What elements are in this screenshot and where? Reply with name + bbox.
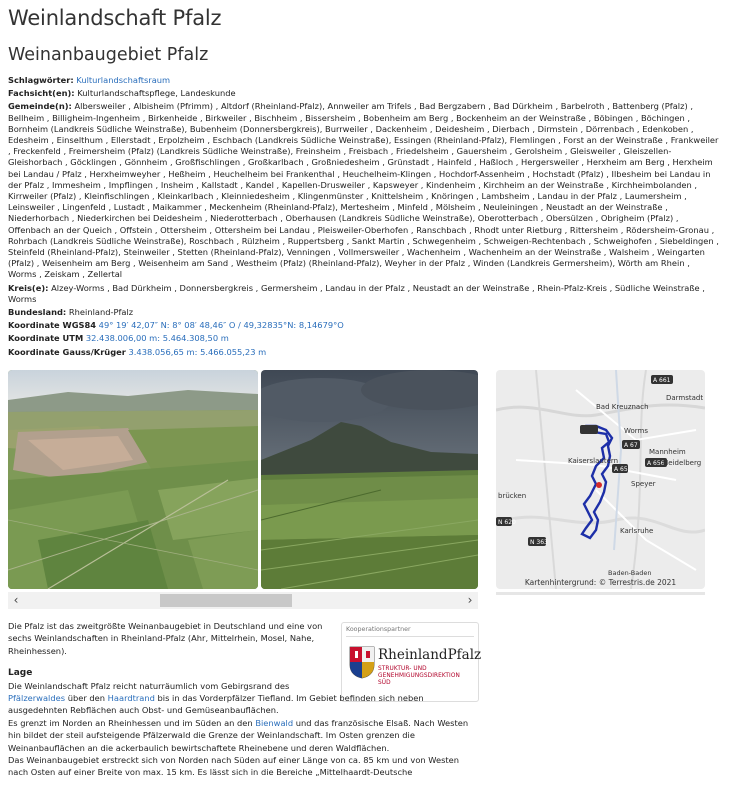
meta-fachsicht: Fachsicht(en): Kulturlandschaftspflege, Landeskunde <box>8 88 236 99</box>
page-header <box>8 6 720 360</box>
map-label-badkreuznach: Bad Kreuznach <box>596 403 649 411</box>
lage-paragraph-2: Es grenzt im Norden an Rheinhessen und im Süden an den Bienwald und das französische Elsaß. Nach Westen hin bildet der steil aufsteigende Pfälzerwald die Grenze der Weinlandschaft. Im Osten grenzen die Weinanbauflächen an die ackerbaulich bewirtschaftete Rheinebene und deren Waldflächen. <box>8 717 469 753</box>
map-label-n620: N 620 <box>498 519 516 526</box>
vineyard-photo-image <box>261 370 478 589</box>
gallery-next-icon[interactable]: › <box>467 593 473 607</box>
aerial-photo-image <box>8 370 258 589</box>
meta-kreise: Kreis(e): Alzey-Worms , Bad Dürkheim , Donnersbergkreis , Germersheim , Landau in der Pfalz , Neustadt an der Weinstraße , Rhein-Pfalz-Kreis , Südliche Weinstraße , Worms <box>8 282 705 304</box>
meta-wgs84: Koordinate WGS84 49° 19′ 42,07″ N: 8° 08′ 48,46″ O / 49,32835°N: 8,14679°O <box>8 320 344 331</box>
meta-bundesland: Bundesland: Rheinland-Pfalz <box>8 307 134 318</box>
map-scrollbar[interactable] <box>496 592 705 595</box>
map-label-speyer: Speyer <box>631 480 656 488</box>
article-body <box>8 620 480 779</box>
schlagwort-link[interactable]: Kulturlandschaftsraum <box>76 75 171 85</box>
meta-gauss-krueger: Koordinate Gauss/Krüger 3.438.056,65 m: 5.466.055,23 m <box>8 346 267 357</box>
lage-paragraph-1: Die Weinlandschaft Pfalz reicht naturräumlich vom Gebirgsrand des Pfälzerwaldes über den Haardtrand bis in das Vorderpfälzer Tiefland. Im Gebiet befinden sich neben ausgedehnten Rebflächen auch Obst- und Gemüseanbauflächen. <box>8 680 424 716</box>
gallery-photo-vineyard-hills[interactable] <box>261 370 478 589</box>
meta-utm: Koordinate UTM 32.438.006,00 m: 5.464.308,50 m <box>8 333 229 344</box>
metadata-block <box>8 75 720 358</box>
map-label-a661: A 661 <box>653 377 671 384</box>
map-credit: Kartenhintergrund: © Terrestris.de 2021 <box>524 578 677 587</box>
map-label-a67: A 67 <box>624 442 638 449</box>
location-map[interactable] <box>496 370 705 589</box>
map-label-heidelberg: Heidelberg <box>663 459 702 467</box>
gallery-scroll-thumb[interactable] <box>160 594 292 607</box>
link-bienwald[interactable]: Bienwald <box>255 717 294 728</box>
meta-schlagwoerter: Schlagwörter: Kulturlandschaftsraum <box>8 75 171 85</box>
intro-paragraph: Die Pfalz ist das zweitgrößte Weinanbaugebiet in Deutschland und eine von sechs Weinlandschaften in Rheinland-Pfalz (Ahr, Mittelrhein, Mosel, Nahe, Rheinhessen). <box>8 621 323 656</box>
gallery-scrollbar[interactable] <box>8 592 478 609</box>
map-label-mannheim: Mannheim <box>649 448 686 456</box>
image-gallery <box>8 370 478 610</box>
page-subtitle: Weinanbaugebiet Pfalz <box>8 45 209 65</box>
partner-name: RheinlandPfalz <box>378 647 482 663</box>
meta-gemeinden: Gemeinde(n): Albersweiler , Albisheim (Pfrimm) , Altdorf (Rheinland-Pfalz), Annweiler am Trifels , Bad Bergzabern , Bad Dürkheim , Barbelroth , Battenberg (Pfalz) , Bellheim , Billigheim-Ingenheim , Birkenheide , Birkweiler , Bischheim , Bissersheim , Bobenheim am Berg , Bockenheim an der Weinstraße , Böbingen , Böchingen , Bornheim (Landkreis Südliche Weinstraße), Bubenheim (Donnersbergkreis), Burrweiler , Dackenheim , Deidesheim , Dierbach , Dirmstein , Dörrenbach , Edenkoben , Edesheim , Einselthum , Ellerstadt , Erpolzheim , Eschbach (Landkreis Südliche Weinstraße), Essingen (Rheinland-Pfalz), Flemlingen , Forst an der Weinstraße , Frankweiler , Freckenfeld , Freimersheim (Pfalz) (Landkreis Südliche Weinstraße), Freinsheim , Freisbach , Friedelsheim , Gauersheim , Gerolsheim , Gleisweiler , Gleiszellen-Gleishorbach , Göcklingen , Gönnheim , Großfischlingen , Großkarlbach , Großniedesheim , Grünstadt , Hainfeld , Haßloch , Hergersweiler , Herxheim am Berg , Herxheim bei Landau / Pfalz , Herxheimweyher , Heßheim , Heuchelheim bei Frankenthal , Heuchelheim-Klingen , Hochdorf-Assenheim , Hochstadt (Pfalz) , Ilbesheim bei Landau in der Pfalz , Immesheim , Impflingen , Insheim , Kallstadt , Kandel , Kapellen-Drusweiler , Kapsweyer , Kindenheim , Kirchheim an der Weinstraße , Kirchheimbolanden , Kirrweiler (Pfalz) , Kleinfischlingen , Kleinkarlbach , Kleinniedesheim , Klingenmünster , Knittelsheim , Knöringen , Lambsheim , Landau in der Pfalz , Laumersheim , Leinsweiler , Lingenfeld , Lustadt , Maikammer , Meckenheim (Rheinland-Pfalz), Mertesheim , Minfeld , Mölsheim , Neuleiningen , Neustadt an der Weinstraße , Niederhorbach , Niederkirchen bei Deidesheim , Niederotterbach , Oberhausen (Landkreis Südliche Weinstraße), Oberotterbach , Obersülzen , Obrigheim (Pfalz) , Offenbach an der Queich , Offstein , Ottersheim , Ottersheim bei Landau , Pleisweiler-Oberhofen , Ranschbach , Rhodt unter Rietburg , Rittersheim , Rödersheim-Gronau , Rohrbach (Landkreis Südliche Weinstraße), Roschbach , Rülzheim , Ruppertsberg , Sankt Martin , Schwegenheim , Schweigen-Rechtenbach , Schweighofen , Siebeldingen , Steinfeld (Rheinland-Pfalz), Steinweiler , Stetten (Rheinland-Pfalz), Venningen , Vollmersweiler , Wachenheim , Wachenheim an der Weinstraße , Walsheim , Weingarten (Pfalz) , Weisenheim am Berg , Weisenheim am Sand , Westheim (Pfalz) (Rheinland-Pfalz), Weyher in der Pfalz , Winden (Landkreis Germersheim), Wörth am Rhein , Worms , Zeiskam , Zellertal <box>8 101 719 280</box>
map-label-a65: A 65 <box>614 466 628 473</box>
page-title: Weinlandschaft Pfalz <box>8 6 222 30</box>
lage-paragraph-3: Das Weinanbaugebiet erstreckt sich von Norden nach Süden auf einer Länge von ca. 85 km und von Westen nach Osten auf einer Breite von max. 15 km. Es lässt sich in die Bereiche „Mittelhaardt-Deutsche <box>8 755 460 778</box>
map-image <box>496 370 705 589</box>
gallery-prev-icon[interactable]: ‹ <box>13 593 19 607</box>
map-label-n363: N 363 <box>530 539 548 546</box>
map-label-karlsruhe: Karlsruhe <box>620 527 654 535</box>
partner-label: Kooperationspartner <box>346 626 411 633</box>
map-label-kaiserslautern: Kaiserslautern <box>568 457 619 465</box>
map-label-baden: Baden-Baden <box>608 569 652 577</box>
partner-subtitle: STRUKTUR- UND GENEHMIGUNGSDIREKTION SÜD <box>378 666 460 687</box>
section-heading-lage: Lage <box>8 668 33 679</box>
map-label-a656: A 656 <box>647 460 665 467</box>
map-label-bruecken: brücken <box>498 492 527 500</box>
map-label-darmstadt: Darmstadt <box>666 394 704 402</box>
map-label-worms: Worms <box>624 427 649 435</box>
link-haardtrand[interactable]: Haardtrand <box>107 693 155 704</box>
gallery-photo-aerial-vineyards[interactable] <box>8 370 258 589</box>
link-pfaelzerwald[interactable]: Pfälzerwaldes <box>8 693 66 704</box>
